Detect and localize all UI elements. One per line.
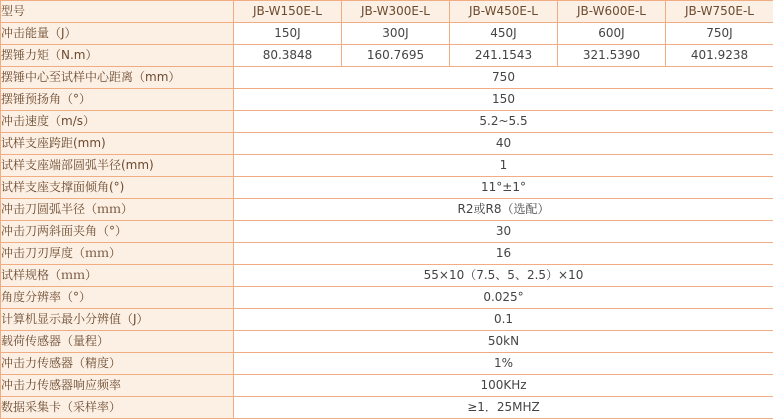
table-row	[1, 67, 773, 89]
table-row	[1, 375, 773, 397]
row-label-cell: 试样支座跨距(mm)	[1, 133, 234, 155]
table-row	[1, 265, 773, 287]
row-value-cell: 150	[234, 89, 773, 111]
header-label-cell: 型号	[1, 1, 234, 23]
row-label-cell: 冲击力传感器响应频率	[1, 375, 234, 397]
model-header-cell: JB-W150E-L	[234, 1, 342, 23]
row-value-cell: 450J	[450, 23, 558, 45]
row-value-cell: 80.3848	[234, 45, 342, 67]
row-label-cell: 摆锤预扬角（°）	[1, 89, 234, 111]
row-label-cell: 摆锤力矩（N.m）	[1, 45, 234, 67]
row-value-cell: 0.025°	[234, 287, 773, 309]
table-row	[1, 309, 773, 331]
table-row	[1, 221, 773, 243]
row-value-cell: 50kN	[234, 331, 773, 353]
table-header-row	[1, 1, 773, 23]
row-value-cell: 321.5390	[558, 45, 666, 67]
model-header-cell: JB-W450E-L	[450, 1, 558, 23]
row-label-cell: 角度分辨率（°）	[1, 287, 234, 309]
row-value-cell: 300J	[342, 23, 450, 45]
row-label-cell: 摆锤中心至试样中心距离（mm）	[1, 67, 234, 89]
row-value-cell: ≥1．25MHZ	[234, 397, 773, 419]
row-value-cell: 30	[234, 221, 773, 243]
model-header-cell: JB-W600E-L	[558, 1, 666, 23]
table-row	[1, 243, 773, 265]
row-value-cell: R2或R8（选配）	[234, 199, 773, 221]
table-row	[1, 353, 773, 375]
table-row	[1, 397, 773, 419]
row-label-cell: 试样规格（ｍｍ）	[1, 265, 234, 287]
row-value-cell: 5.2~5.5	[234, 111, 773, 133]
row-value-cell: 0.1	[234, 309, 773, 331]
table-row	[1, 111, 773, 133]
table-row	[1, 133, 773, 155]
row-label-cell: 冲击刀两斜面夹角（°）	[1, 221, 234, 243]
row-value-cell: 1	[234, 155, 773, 177]
table-row	[1, 23, 773, 45]
row-label-cell: 计算机显示最小分辨值（J）	[1, 309, 234, 331]
row-label-cell: 冲击速度（m/s）	[1, 111, 234, 133]
table-row	[1, 177, 773, 199]
row-value-cell: 16	[234, 243, 773, 265]
row-value-cell: 11°±1°	[234, 177, 773, 199]
model-header-cell: JB-W300E-L	[342, 1, 450, 23]
row-value-cell: 100KHz	[234, 375, 773, 397]
row-value-cell: 401.9238	[666, 45, 773, 67]
row-label-cell: 冲击能量（J）	[1, 23, 234, 45]
row-value-cell: 40	[234, 133, 773, 155]
table-row	[1, 89, 773, 111]
row-label-cell: 冲击力传感器（精度）	[1, 353, 234, 375]
row-label-cell: 数据采集卡（采样率）	[1, 397, 234, 419]
row-label-cell: 冲击刀刃厚度（ｍｍ）	[1, 243, 234, 265]
row-label-cell: 试样支座端部圆弧半径(mm)	[1, 155, 234, 177]
row-label-cell: 冲击刀圆弧半径（ｍｍ）	[1, 199, 234, 221]
row-value-cell: 150J	[234, 23, 342, 45]
row-label-cell: 试样支座支撑面倾角(°)	[1, 177, 234, 199]
table-row	[1, 155, 773, 177]
table-row	[1, 45, 773, 67]
table-row	[1, 199, 773, 221]
row-value-cell: 241.1543	[450, 45, 558, 67]
table-row	[1, 287, 773, 309]
row-value-cell: 750J	[666, 23, 773, 45]
table-row	[1, 331, 773, 353]
row-value-cell: 55×10（7.5、5、2.5）×10	[234, 265, 773, 287]
row-value-cell: 160.7695	[342, 45, 450, 67]
table-body	[1, 1, 773, 419]
row-label-cell: 载荷传感器（量程）	[1, 331, 234, 353]
model-header-cell: JB-W750E-L	[666, 1, 773, 23]
row-value-cell: 600J	[558, 23, 666, 45]
row-value-cell: 750	[234, 67, 773, 89]
row-value-cell: 1%	[234, 353, 773, 375]
